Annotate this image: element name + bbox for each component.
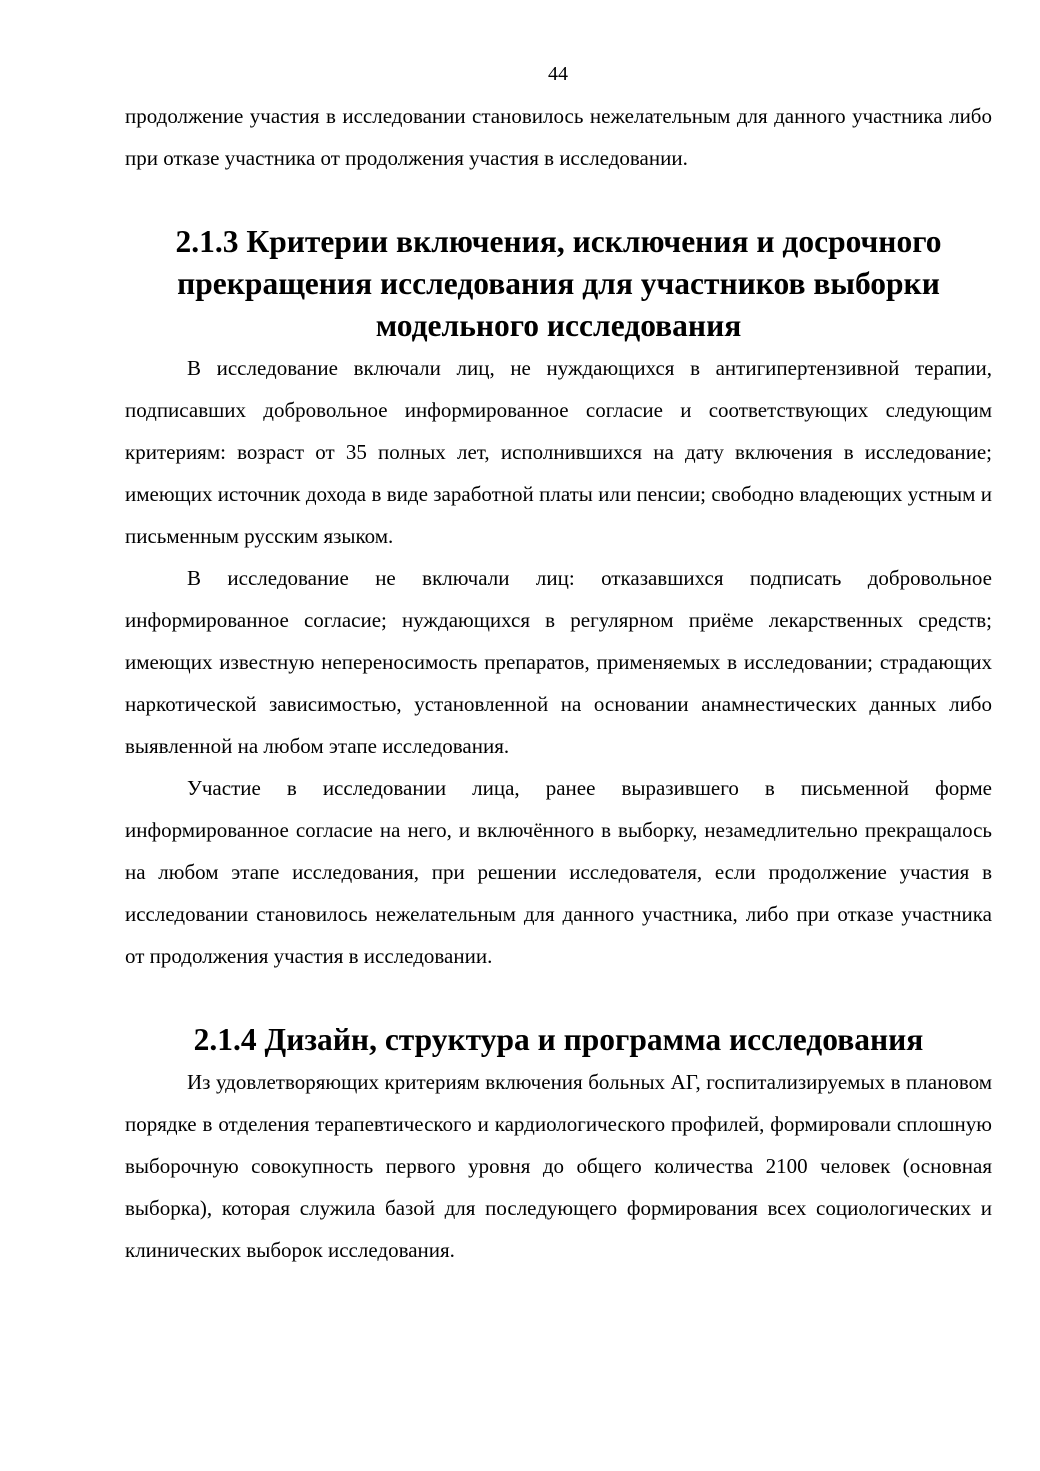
section-heading-2-1-4: 2.1.4 Дизайн, структура и программа исследования	[193, 1022, 924, 1057]
page-number: 44	[548, 63, 568, 85]
study-design-paragraph: Из удовлетворяющих критериям включения больных АГ, госпитализируемых в плановом порядке в отделения терапевтического и кардиологического профилей, формировали сплошную выборочную совокупность первого уровня до общего количества 2100 человек (основная выборка), которая служила базой для последующего формирования всех социологических и клинических выборок исследования.	[125, 1070, 992, 1262]
section-heading-2-1-3: 2.1.3 Критерии включения, исключения и досрочного прекращения исследования для участников выборки модельного исследования	[175, 224, 942, 343]
inclusion-criteria-paragraph: В исследование включали лиц, не нуждающихся в антигипертензивной терапии, подписавших добровольное информированное согласие и соответствующих следующим критериям: возраст от 35 полных лет, исполнившихся на дату включения в исследование; имеющих источник дохода в виде заработной платы или пенсии; свободно владеющих устным и письменным русским языком.	[125, 356, 992, 548]
termination-criteria-paragraph: Участие в исследовании лица, ранее выразившего в письменной форме информированное согласие на него, и включённого в выборку, незамедлительно прекращалось на любом этапе исследования, при решении исследователя, если продолжение участия в исследовании становилось нежелательным для данного участника, либо при отказе участника от продолжения участия в исследовании.	[125, 776, 992, 968]
page-content	[125, 95, 992, 1271]
exclusion-criteria-paragraph: В исследование не включали лиц: отказавшихся подписать добровольное информированное согласие; нуждающихся в регулярном приёме лекарственных средств; имеющих известную непереносимость препаратов, применяемых в исследовании; страдающих наркотической зависимостью, установленной на основании анамнестических данных либо выявленной на любом этапе исследования.	[125, 566, 992, 758]
continuation-paragraph: продолжение участия в исследовании становилось нежелательным для данного участника либо при отказе участника от продолжения участия в исследовании.	[125, 104, 992, 170]
